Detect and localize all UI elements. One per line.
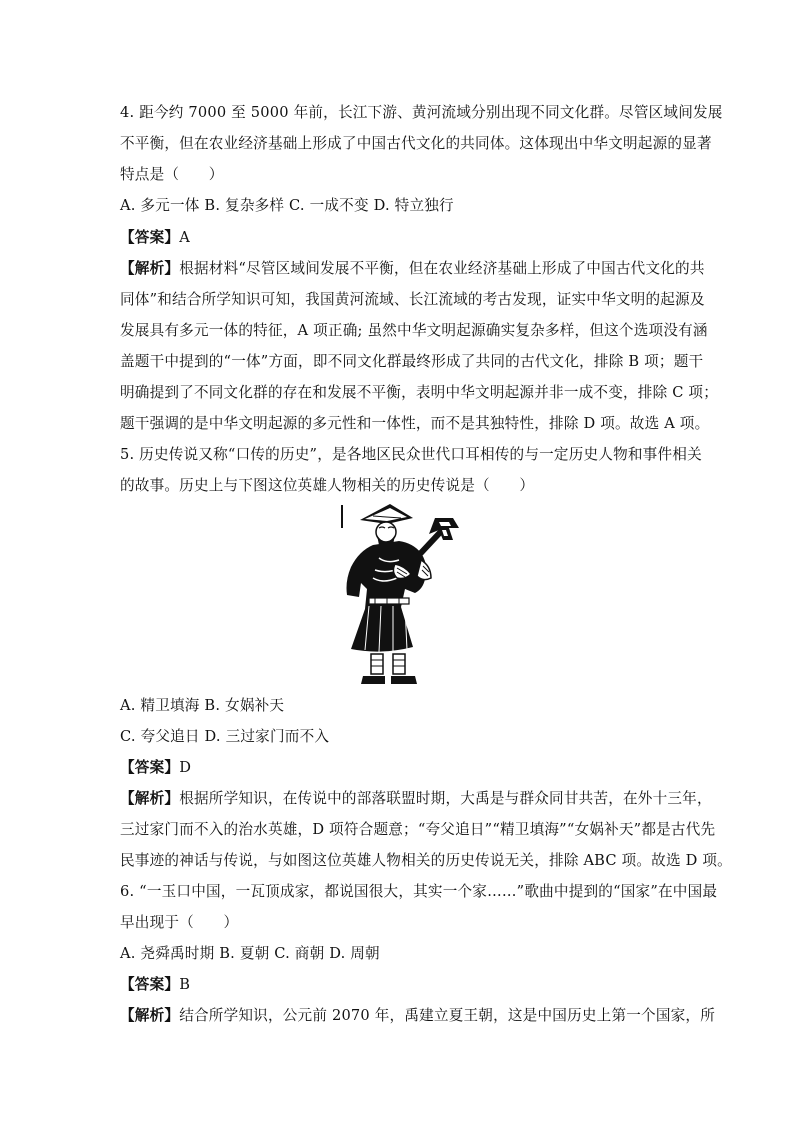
q4-stem-line-3: 特点是（ ）	[120, 166, 224, 183]
q5-analysis-line-1	[120, 789, 712, 809]
q6-answer	[120, 975, 680, 995]
q4-options: A. 多元一体 B. 复杂多样 C. 一成不变 D. 特立独行	[120, 197, 454, 214]
analysis-text: 根据材料“尽管区域间发展不平衡，但在农业经济基础上形成了中国古代文化的共	[179, 260, 705, 277]
answer-label: 【答案】	[120, 759, 180, 776]
analysis-label: 【解析】	[120, 1007, 180, 1024]
q5-options-line-1: A. 精卫填海 B. 女娲补天	[120, 697, 285, 714]
q4-stem-line-1: 4. 距今约 7000 至 5000 年前，长江下游、黄河流域分别出现不同文化群。尽管区域间发展	[120, 104, 723, 121]
q4-answer	[120, 228, 680, 248]
q4-analysis-line-4: 盖题干中提到的“一体”方面，即不同文化群最终形成了共同的古代文化，排除 B 项；题干	[120, 353, 704, 370]
yu-the-great-figure-illustration	[335, 500, 460, 690]
analysis-text: 根据所学知识，在传说中的部落联盟时期，大禹是与群众同甘共苦，在外十三年，	[179, 790, 712, 807]
q4-analysis-line-3: 发展具有多元一体的特征，A 项正确; 虽然中华文明起源确实复杂多样，但这个选项没有涵	[120, 322, 708, 339]
q5-options-line-2: C. 夸父追日 D. 三过家门而不入	[120, 728, 330, 745]
answer-value: A	[179, 229, 190, 246]
q5-analysis-line-2: 三过家门而不入的治水英雄，D 项符合题意；“夸父追日”“精卫填海”“女娲补天”都是古代先	[120, 821, 716, 838]
q5-stem-line-2: 的故事。历史上与下图这位英雄人物相关的历史传说是（ ）	[120, 477, 535, 494]
answer-label: 【答案】	[120, 229, 180, 246]
q5-answer	[120, 758, 680, 778]
q5-analysis-line-3: 民事迹的神话与传说，与如图这位英雄人物相关的历史传说无关，排除 ABC 项。故选 D 项。	[120, 852, 732, 869]
analysis-text: 结合所学知识，公元前 2070 年，禹建立夏王朝，这是中国历史上第一个国家，所	[179, 1007, 716, 1024]
q4-analysis-line-5: 明确提到了不同文化群的存在和发展不平衡，表明中华文明起源并非一成不变，排除 C 项；	[120, 384, 719, 401]
q5-stem-line-1: 5. 历史传说又称“口传的历史”，是各地区民众世代口耳相传的与一定历史人物和事件相关	[120, 446, 702, 463]
q4-analysis-line-2: 同体”和结合所学知识可知，我国黄河流域、长江流域的考古发现，证实中华文明的起源及	[120, 291, 705, 308]
answer-value: D	[179, 759, 192, 776]
answer-label: 【答案】	[120, 976, 180, 993]
q4-stem-line-2: 不平衡，但在农业经济基础上形成了中国古代文化的共同体。这体现出中华文明起源的显著	[120, 135, 712, 152]
q4-analysis-line-6: 题干强调的是中华文明起源的多元性和一体性，而不是其独特性，排除 D 项。故选 A 项。	[120, 415, 710, 432]
q4-analysis-line-1	[120, 259, 705, 279]
q6-analysis-line-1	[120, 1006, 716, 1026]
q6-stem-line-2: 早出现于（ ）	[120, 914, 239, 931]
analysis-label: 【解析】	[120, 260, 180, 277]
analysis-label: 【解析】	[120, 790, 180, 807]
q6-stem-line-1: 6. “一玉口中国，一瓦顶成家，都说国很大，其实一个家……”歌曲中提到的“国家”在中国最	[120, 883, 718, 900]
q6-options: A. 尧舜禹时期 B. 夏朝 C. 商朝 D. 周朝	[120, 945, 380, 962]
answer-value: B	[179, 976, 191, 993]
